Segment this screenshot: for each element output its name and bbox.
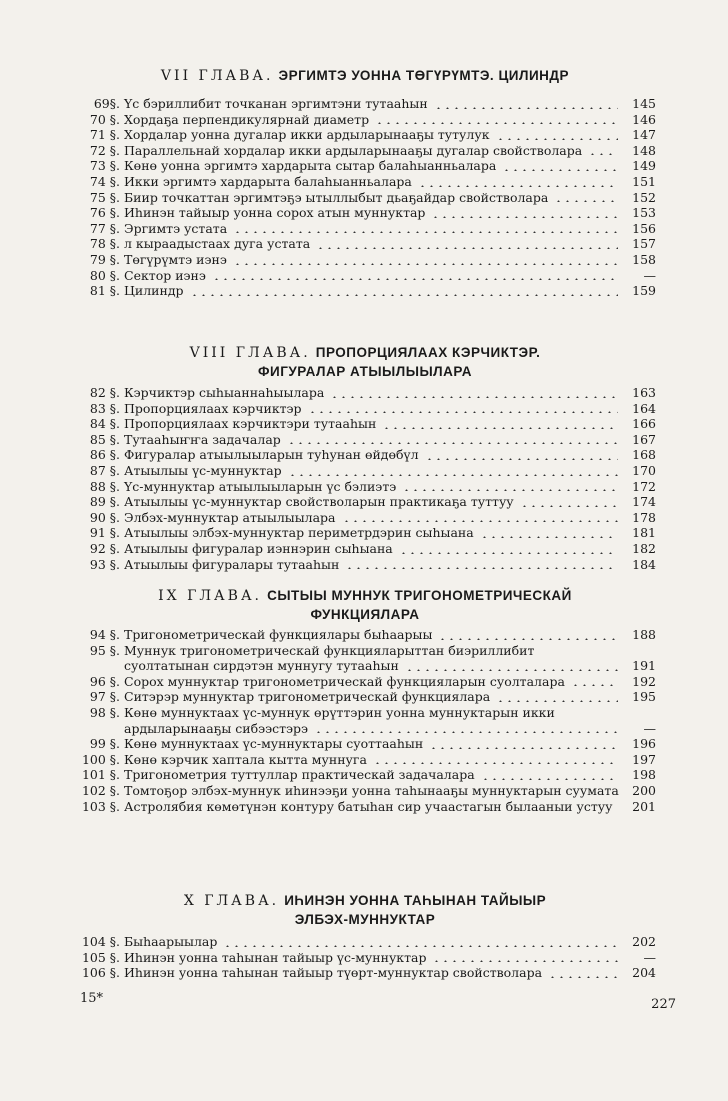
dot-leader: [233, 231, 618, 233]
section-page: 204: [632, 965, 656, 981]
section-page: 159: [632, 283, 656, 299]
dot-leader: [418, 185, 618, 187]
section-number: 93 §.: [89, 556, 120, 572]
dot-leader: [502, 169, 618, 171]
section-page: 151: [632, 173, 656, 189]
toc-entry: [80, 689, 656, 705]
section-page: —: [643, 949, 656, 965]
section-title: Тутааһыҥҥа задачалар: [124, 431, 281, 447]
section-page: 157: [632, 236, 656, 252]
section-title: л кыраадыстаах дуга устата: [124, 236, 311, 252]
section-page: 145: [632, 96, 656, 111]
section-title: Көнө муннуктаах үс-муннуктары суоттааһын: [124, 736, 424, 752]
dot-leader: [520, 505, 618, 507]
toc-entry: [80, 705, 656, 736]
section-number: 89 §.: [89, 494, 120, 510]
section-page: 167: [632, 431, 656, 447]
section-number: 82 §.: [89, 385, 120, 400]
printer-signature: 15*: [80, 991, 104, 1006]
toc-entry: [80, 416, 656, 432]
chapter-title-line2: ФУНКЦИЯЛАРА: [310, 607, 420, 622]
dot-leader: [405, 669, 618, 671]
toc-entry: [80, 205, 656, 221]
section-title: Астролябия көмөтүнэн контуру батыһан сир учаастагын былааныи устуу: [124, 798, 613, 814]
section-title: Элбэх-муннуктар атыылыылара: [124, 509, 336, 525]
section-title: Параллельнай хордалар икки ардыларынааҕы дугалар свойстволара: [124, 142, 583, 158]
toc-entry: [80, 158, 656, 174]
dot-leader: [496, 700, 618, 702]
section-title: Төгүрүмтэ иэнэ: [124, 251, 227, 267]
section-number: 104 §.: [81, 934, 120, 949]
section-title: Сорох муннуктар тригонометрическай функцияларын суолталара: [124, 673, 565, 689]
dot-leader: [399, 552, 618, 554]
section-title: Иһинэн уонна таһынан тайыыр үс-муннуктар: [124, 949, 427, 965]
section-number: 76 §.: [89, 205, 120, 221]
toc-entry: [80, 143, 656, 159]
section-title: Атыылыы фигуралары тутааһын: [124, 556, 340, 572]
section-page: 146: [632, 111, 656, 127]
chapter-title-line2: ЭЛБЭХ-МУННУКТАР: [294, 912, 436, 927]
section-title: Икки эргимтэ хардарыта балаһыанньалара: [124, 173, 412, 189]
dot-leader: [330, 396, 618, 398]
section-title: Үс-муннуктар атыылыыларын үс бэлиэтэ: [124, 478, 397, 494]
section-page: 202: [632, 934, 656, 949]
chapter-number: VIII ГЛАВА.: [189, 345, 311, 361]
chapter-heading-8: [60, 343, 670, 380]
dot-leader: [373, 762, 618, 764]
toc-entry: [80, 447, 656, 463]
toc-entry: [80, 541, 656, 557]
section-page: 158: [632, 251, 656, 267]
toc-entry: [80, 190, 656, 206]
dot-leader: [548, 976, 618, 978]
section-number: 84 §.: [89, 416, 120, 432]
dot-leader: [212, 278, 618, 280]
section-page: 195: [632, 689, 656, 705]
section-page: 181: [632, 525, 656, 541]
chapter-title-line2: ФИГУРАЛАР АТЫЫЛЫЫЛАРА: [258, 364, 472, 379]
section-number: 97 §.: [89, 689, 120, 705]
toc-entry: [80, 525, 656, 541]
dot-leader: [345, 567, 618, 569]
toc-entry: [80, 236, 656, 252]
section-page: 152: [632, 189, 656, 205]
section-page: 163: [632, 385, 656, 400]
section-number: 102 §.: [81, 782, 120, 798]
section-title: Иһинэн тайыыр уонна сорох атын муннуктар: [124, 205, 426, 221]
section-page: 156: [632, 220, 656, 236]
section-number: 86 §.: [89, 447, 120, 463]
dot-leader: [288, 474, 618, 476]
section-title: Фигуралар атыылыыларын туһунан өйдөбүл: [124, 447, 419, 463]
dot-leader: [432, 960, 618, 962]
toc-entry: [80, 252, 656, 268]
dot-leader: [496, 138, 618, 140]
section-title: Пропорциялаах кэрчиктэри тутааһын: [124, 416, 377, 432]
section-title: Атыылыы фигуралар иэннэрин сыһыана: [124, 540, 393, 556]
chapter-title: ПРОПОРЦИЯЛААХ КЭРЧИКТЭР.: [315, 345, 541, 360]
toc-entry: [80, 268, 656, 284]
toc-entry: [80, 494, 656, 510]
dot-leader: [429, 747, 618, 749]
toc-entry: [80, 767, 656, 783]
section-number: 78 §.: [89, 236, 120, 252]
section-number: 95 §.: [89, 642, 120, 658]
section-title: Иһинэн уонна таһынан тайыыр түөрт-муннуктар свойстволара: [124, 965, 543, 981]
section-title: Атыылыы элбэх-муннуктар периметрдэрин сыһыана: [124, 525, 474, 541]
toc-entry: [80, 934, 656, 950]
section-number: 81 §.: [89, 283, 120, 299]
chapter-title: ИҺИНЭН УОННА ТАҺЫНАН ТАЙЫЫР: [284, 893, 547, 908]
dot-leader: [314, 731, 618, 733]
dot-leader: [554, 200, 618, 202]
section-page: 188: [632, 627, 656, 642]
section-number: 90 §.: [89, 509, 120, 525]
toc-entry: [80, 401, 656, 417]
section-page: 192: [632, 673, 656, 689]
section-number: 101 §.: [81, 767, 120, 783]
toc-entry: [80, 950, 656, 966]
section-number: 106 §.: [81, 965, 120, 981]
toc-entry: [80, 783, 656, 799]
section-page: —: [643, 267, 656, 283]
toc-entry: [80, 510, 656, 526]
section-number: 100 §.: [81, 751, 120, 767]
section-number: 96 §.: [89, 673, 120, 689]
section-page: 148: [632, 142, 656, 158]
toc-entry: [80, 799, 656, 815]
section-title: Тригонометрия туттуллар практическай задачалара: [124, 767, 475, 783]
toc-entry: [80, 463, 656, 479]
section-number: 98 §.: [89, 704, 120, 720]
dot-leader: [425, 458, 618, 460]
chapter-number: X ГЛАВА.: [183, 893, 280, 909]
chapter-title: ЭРГИМТЭ УОННА ТӨГҮРҮМТЭ. ЦИЛИНДР: [278, 68, 570, 83]
dot-leader: [223, 945, 618, 947]
section-page: 166: [632, 416, 656, 432]
toc-entry: [80, 127, 656, 143]
section-page: 200: [632, 782, 656, 798]
toc-entry: [80, 674, 656, 690]
toc-entry: [80, 385, 656, 401]
section-title: Тригонометрическай функциялары быһаарыы: [124, 627, 433, 642]
section-title: Эргимтэ устата: [124, 220, 228, 236]
section-page: 184: [632, 556, 656, 572]
dot-leader: [342, 520, 618, 522]
chapter-heading-9: [60, 586, 670, 623]
section-number: 105 §.: [81, 949, 120, 965]
toc-entry: [80, 736, 656, 752]
toc-list-chapter-8: [80, 385, 656, 572]
dot-leader: [431, 216, 618, 218]
section-number: 88 §.: [89, 478, 120, 494]
section-page: 201: [632, 798, 656, 814]
chapter-number: VII ГЛАВА.: [160, 68, 274, 84]
section-page: 197: [632, 751, 656, 767]
dot-leader: [402, 489, 618, 491]
section-title: Цилиндр: [124, 283, 184, 299]
toc-entry: [80, 283, 656, 299]
section-page: 178: [632, 509, 656, 525]
dot-leader: [481, 778, 618, 780]
section-page: 182: [632, 540, 656, 556]
section-page: 164: [632, 400, 656, 416]
toc-entry: [80, 221, 656, 237]
section-page: 191: [632, 658, 656, 674]
section-title: Ситэрэр муннуктар тригонометрическай функциялара: [124, 689, 491, 705]
section-number: 71 §.: [89, 127, 120, 143]
section-title: Үс бэриллибит точканан эргимтэни тутааһын: [124, 96, 428, 111]
section-page: 170: [632, 462, 656, 478]
section-page: —: [643, 720, 656, 736]
chapter-title: СЫТЫЫ МУННУК ТРИГОНОМЕТРИЧЕСКАЙ: [267, 588, 572, 603]
dot-leader: [316, 247, 618, 249]
section-number: 77 §.: [89, 220, 120, 236]
chapter-heading-10: [60, 891, 670, 928]
section-number: 80 §.: [89, 267, 120, 283]
dot-leader: [375, 122, 618, 124]
section-number: 87 §.: [89, 462, 120, 478]
toc-entry: [80, 432, 656, 448]
section-page: 198: [632, 767, 656, 783]
section-title: Биир точкаттан эргимтэҕэ ытыллыбыт дьаҕайдар свойстволара: [124, 189, 549, 205]
section-number: 85 §.: [89, 431, 120, 447]
section-page: 196: [632, 736, 656, 752]
section-page: 168: [632, 447, 656, 463]
section-page: 153: [632, 205, 656, 221]
dot-leader: [287, 442, 618, 444]
section-title: Хордаҕа перпендикулярнай диаметр: [124, 111, 370, 127]
section-number: 70 §.: [89, 111, 120, 127]
section-title: Кэрчиктэр сыһыаннаһыылара: [124, 385, 325, 400]
section-title: Көнө муннуктаах үс-муннук өрүттэрин уонна муннуктарын икки ардыларынааҕы сибээстэрэ: [124, 704, 555, 736]
dot-leader: [382, 427, 618, 429]
section-title: Атыылыы үс-муннуктар: [124, 462, 282, 478]
dot-leader: [190, 294, 618, 296]
toc-list-chapter-10: [80, 934, 656, 981]
toc-entry: [80, 96, 656, 112]
section-title: Сектор иэнэ: [124, 267, 206, 283]
section-number: 79 §.: [89, 251, 120, 267]
dot-leader: [480, 536, 618, 538]
section-title: Пропорциялаах кэрчиктэр: [124, 400, 302, 416]
section-title: Быһаарыылар: [124, 934, 218, 949]
dot-leader: [588, 153, 618, 155]
toc-entry: [80, 965, 656, 981]
section-page: 147: [632, 127, 656, 143]
section-number: 83 §.: [89, 400, 120, 416]
dot-leader: [438, 638, 618, 640]
section-number: 72 §.: [89, 142, 120, 158]
toc-entry: [80, 643, 656, 674]
page-number: 227: [651, 997, 676, 1012]
section-number: 103 §.: [81, 798, 120, 814]
section-number: 74 §.: [89, 173, 120, 189]
section-title: Муннук тригонометрическай функцияларыттан биэриллибит суолтатынан сирдэтэн муннугу тутааһын: [124, 642, 535, 674]
dot-leader: [571, 684, 618, 686]
toc-entry: [80, 557, 656, 573]
section-title: Хордалар уонна дугалар икки ардыларынааҕы тутулук: [124, 127, 490, 143]
dot-leader: [434, 107, 618, 109]
section-page: 172: [632, 478, 656, 494]
section-number: 94 §.: [89, 627, 120, 642]
section-title: Томтоҕор элбэх-муннук иһинээҕи уонна таһынааҕы муннуктарын суумата: [124, 782, 619, 798]
toc-entry: [80, 752, 656, 768]
toc-entry: [80, 174, 656, 190]
section-title: Көнө уонна эргимтэ хардарыта сытар балаһыанньалара: [124, 158, 497, 174]
section-page: 149: [632, 158, 656, 174]
dot-leader: [233, 263, 618, 265]
chapter-number: IX ГЛАВА.: [158, 588, 262, 604]
section-number: 99 §.: [89, 736, 120, 752]
toc-entry: [80, 627, 656, 643]
section-number: 73 §.: [89, 158, 120, 174]
toc-list-chapter-7: [80, 96, 656, 299]
dot-leader: [308, 411, 618, 413]
toc-entry: [80, 112, 656, 128]
toc-list-chapter-9: [80, 627, 656, 814]
section-number: 91 §.: [89, 525, 120, 541]
chapter-heading-7: [60, 66, 670, 85]
toc-entry: [80, 479, 656, 495]
section-title: Атыылыы үс-муннуктар свойстволарын практикаҕа туттуу: [124, 494, 514, 510]
section-number: 69§.: [93, 96, 120, 111]
section-number: 92 §.: [89, 540, 120, 556]
section-title: Көнө кэрчик хаптала кытта муннуга: [124, 751, 367, 767]
section-number: 75 §.: [89, 189, 120, 205]
section-page: 174: [632, 494, 656, 510]
